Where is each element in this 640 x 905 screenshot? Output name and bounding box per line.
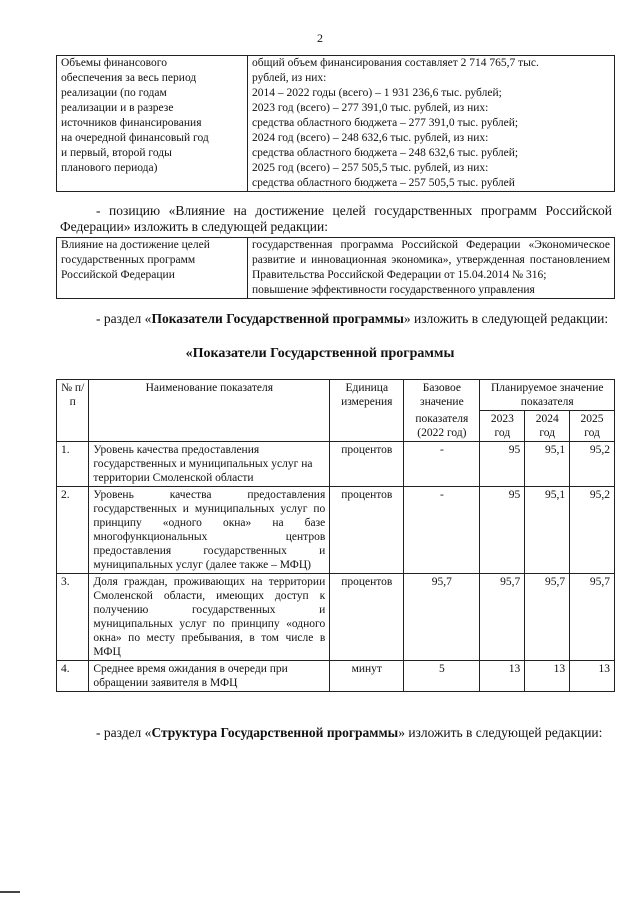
influence-value-efficiency: повышение эффективности государственного управления	[252, 284, 535, 296]
para3-post: » изложить в следующей редакции:	[398, 725, 603, 740]
row-name: Среднее время ожидания в очереди при обращении заявителя в МФЦ	[89, 661, 330, 692]
influence-value-program: государственная программа Российской Федерации «Экономическое развитие и инновационная экономика», утвержденная постановлением Правительства Российской Федерации от 15.04.2014 № 316;	[252, 239, 610, 281]
row-2024: 13	[525, 661, 570, 692]
financing-value-line: средства областного бюджета – 277 391,0 тыс. рублей;	[252, 117, 519, 129]
row-base: 5	[404, 661, 480, 692]
financing-value-line: 2014 – 2022 годы (всего) – 1 931 236,6 тыс. рублей;	[252, 87, 502, 99]
influence-label-line: Российской Федерации	[61, 269, 175, 281]
row-2023: 95	[480, 442, 525, 487]
row-unit: процентов	[330, 442, 404, 487]
influence-label-cell	[57, 238, 248, 299]
row-number: 1.	[57, 442, 89, 487]
header-base-top: Базовое значение	[404, 380, 480, 411]
financing-label-line: реализации (по годам	[61, 87, 167, 99]
row-2024: 95,1	[525, 442, 570, 487]
table-row	[57, 442, 615, 487]
financing-table	[56, 55, 615, 192]
financing-value-line: средства областного бюджета – 257 505,5 тыс. рублей	[252, 177, 515, 189]
financing-value-line: 2023 год (всего) – 277 391,0 тыс. рублей, из них:	[252, 102, 489, 114]
financing-label-line: обеспечения за весь период	[61, 72, 197, 84]
row-2025: 95,2	[570, 442, 615, 487]
influence-label-line: Влияние на достижение целей	[61, 239, 210, 251]
financing-label-line: на очередной финансовый год	[61, 132, 209, 144]
financing-value-line: 2025 год (всего) – 257 505,5 тыс. рублей, из них:	[252, 162, 489, 174]
paragraph-influence-intro: - позицию «Влияние на достижение целей государственных программ Российской Федерации» изложить в следующей редакции:	[60, 203, 612, 234]
row-base: 95,7	[404, 574, 480, 661]
influence-table	[56, 237, 615, 299]
influence-value-cell	[248, 238, 615, 299]
row-unit: процентов	[330, 574, 404, 661]
header-year-2023: 2023 год	[480, 411, 525, 442]
row-number: 2.	[57, 487, 89, 574]
para3-bold: Структура Государственной программы	[151, 725, 399, 740]
financing-label-line: источников финансирования	[61, 117, 202, 129]
row-name: Уровень качества предоставления государственных и муниципальных услуг по принципу «одного окна» на базе многофункциональных центров предоставления государственных и муниципальных услуг (далее также – МФЦ)	[89, 487, 330, 574]
row-2025: 95,2	[570, 487, 615, 574]
para2-bold: Показатели Государственной программы	[151, 311, 404, 326]
row-base: -	[404, 487, 480, 574]
section-heading: «Показатели Государственной программы	[185, 346, 455, 361]
header-year-2024: 2024 год	[525, 411, 570, 442]
row-2023: 13	[480, 661, 525, 692]
paragraph-structure-intro	[60, 725, 612, 741]
header-base-bottom: показателя (2022 год)	[404, 411, 480, 442]
para2-post: » изложить в следующей редакции:	[403, 311, 609, 326]
row-2024: 95,1	[525, 487, 570, 574]
row-2023: 95	[480, 487, 525, 574]
financing-value-line: 2024 год (всего) – 248 632,6 тыс. рублей, из них:	[252, 132, 489, 144]
row-2023: 95,7	[480, 574, 525, 661]
financing-label-line: Объемы финансового	[61, 57, 167, 69]
table-row	[57, 574, 615, 661]
financing-label-line: и первый, второй годы	[61, 147, 172, 159]
row-unit: процентов	[330, 487, 404, 574]
paragraph-indicators-intro	[60, 311, 612, 327]
influence-label-line: государственных программ	[61, 254, 196, 266]
indicators-table	[56, 379, 615, 692]
header-number: № п/п	[57, 380, 89, 442]
financing-label-line: реализации и в разрезе	[61, 102, 174, 114]
financing-value-line: средства областного бюджета – 248 632,6 тыс. рублей;	[252, 147, 519, 159]
para3-pre: - раздел «	[96, 725, 152, 740]
page-number: 2	[317, 31, 323, 45]
row-name: Доля граждан, проживающих на территории Смоленской области, имеющих доступ к получению государственных и муниципальных услуг по принципу «одного окна» по месту пребывания, в том числе в МФЦ	[89, 574, 330, 661]
header-unit: Единица измерения	[330, 380, 404, 442]
row-2024: 95,7	[525, 574, 570, 661]
para2-pre: - раздел «	[96, 311, 152, 326]
row-base: -	[404, 442, 480, 487]
scan-edge-mark	[0, 891, 20, 893]
financing-value-cell	[248, 56, 615, 192]
row-unit: минут	[330, 661, 404, 692]
header-year-2025: 2025 год	[570, 411, 615, 442]
financing-label-line: планового периода)	[61, 162, 158, 174]
header-planned: Планируемое значение показателя	[480, 380, 615, 411]
header-name: Наименование показателя	[89, 380, 330, 442]
row-number: 3.	[57, 574, 89, 661]
financing-label-cell	[57, 56, 248, 192]
financing-value-line: общий объем финансирования составляет 2 714 765,7 тыс.	[252, 57, 539, 69]
row-2025: 13	[570, 661, 615, 692]
table-row	[57, 661, 615, 692]
table-row	[57, 487, 615, 574]
row-name: Уровень качества предоставления государственных и муниципальных услуг на территории Смоленской области	[89, 442, 330, 487]
row-2025: 95,7	[570, 574, 615, 661]
row-number: 4.	[57, 661, 89, 692]
financing-value-line: рублей, из них:	[252, 72, 327, 84]
